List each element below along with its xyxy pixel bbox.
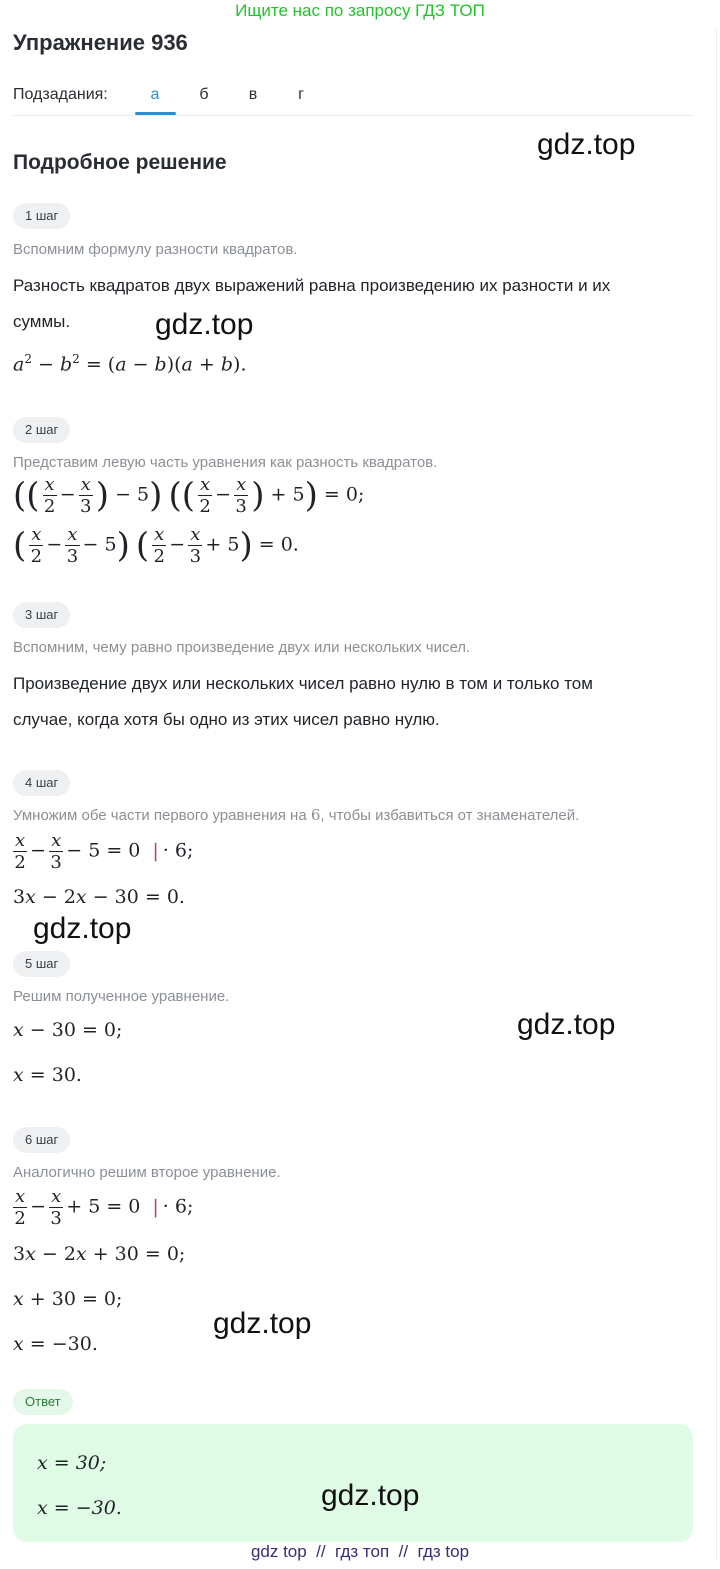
answer-line-1: x = 30; xyxy=(37,1452,107,1474)
step-1-rule-line-1: Разность квадратов двух выражений равна произведению их разности и их xyxy=(13,276,611,295)
tab-subtask-a[interactable]: а xyxy=(150,86,160,103)
solution-heading: Подробное решение xyxy=(13,151,227,174)
step-2-equation-2: ( $\frac{x}{2}$ − $\frac{x}{3}$ − 5) ( $\frac{x}{2}$ − $\frac{x}{3}$ + 5) = 0. xyxy=(13,524,299,567)
tabs-divider xyxy=(13,115,693,116)
step-3-chip: 3 шаг xyxy=(13,602,70,628)
watermark: gdz.top xyxy=(517,1008,616,1041)
step-4-equation-1: $\frac{x}{2}$ − $\frac{x}{3}$ − 5 = 0 | · 6; xyxy=(14,830,194,873)
step-6-equation-1: $\frac{x}{2}$ − $\frac{x}{3}$ + 5 = 0 | · 6; xyxy=(14,1186,194,1229)
step-2-hint: Представим левую часть уравнения как разность квадратов. xyxy=(13,454,438,471)
step-2-equation-1: (( $\frac{x}{2}$ − $\frac{x}{3}$ ) − 5) (( $\frac{x}{2}$ − $\frac{x}{3}$ ) + 5) = 0; xyxy=(13,474,365,517)
step-3-rule-line-1: Произведение двух или нескольких чисел равно нулю в том и только том xyxy=(13,674,593,693)
step-3-hint: Вспомним, чему равно произведение двух или нескольких чисел. xyxy=(13,639,471,656)
watermark: gdz.top xyxy=(33,912,132,945)
step-6-equation-3: x + 30 = 0; xyxy=(13,1288,123,1310)
watermark: gdz.top xyxy=(537,128,636,161)
tab-subtask-v[interactable]: в xyxy=(248,86,258,103)
step-6-equation-2: 3x − 2x + 30 = 0; xyxy=(13,1243,186,1265)
answer-line-2: x = −30. xyxy=(37,1497,122,1519)
promo-banner: Ищите нас по запросу ГДЗ ТОП xyxy=(235,1,485,20)
subtasks-label: Подзадания: xyxy=(13,86,108,103)
step-5-equation-1: x − 30 = 0; xyxy=(13,1019,123,1041)
step-1-hint: Вспомним формулу разности квадратов. xyxy=(13,241,298,258)
step-5-equation-2: x = 30. xyxy=(13,1064,82,1086)
tab-subtask-g[interactable]: г xyxy=(298,86,304,103)
step-1-formula: $a^2 - b^2 = (a - b)(a + b)$. xyxy=(13,352,247,376)
step-2-chip: 2 шаг xyxy=(13,417,70,443)
watermark: gdz.top xyxy=(213,1307,312,1340)
page-title: Упражнение 936 xyxy=(13,30,188,55)
step-3-rule-line-2: случае, когда хотя бы одно из этих чисел равно нулю. xyxy=(13,710,440,729)
watermark: gdz.top xyxy=(155,308,254,341)
tab-subtask-b[interactable]: б xyxy=(199,86,209,103)
step-6-chip: 6 шаг xyxy=(13,1127,70,1153)
step-5-chip: 5 шаг xyxy=(13,951,70,977)
step-4-equation-2: 3x − 2x − 30 = 0. xyxy=(13,886,185,908)
step-1-chip: 1 шаг xyxy=(13,203,70,229)
answer-chip: Ответ xyxy=(13,1389,73,1415)
scroll-divider xyxy=(716,30,717,1560)
step-6-hint: Аналогично решим второе уравнение. xyxy=(13,1164,281,1181)
watermark: gdz.top xyxy=(321,1479,420,1512)
step-4-chip: 4 шаг xyxy=(13,770,70,796)
step-6-equation-4: x = −30. xyxy=(13,1333,98,1355)
footer-links: gdz top // гдз топ // гдз top xyxy=(250,1542,470,1561)
step-5-hint: Решим полученное уравнение. xyxy=(13,988,230,1005)
step-4-hint: Умножим обе части первого уравнения на 6, чтобы избавиться от знаменателей. xyxy=(13,806,580,824)
step-1-rule-line-2: суммы. xyxy=(13,312,71,331)
